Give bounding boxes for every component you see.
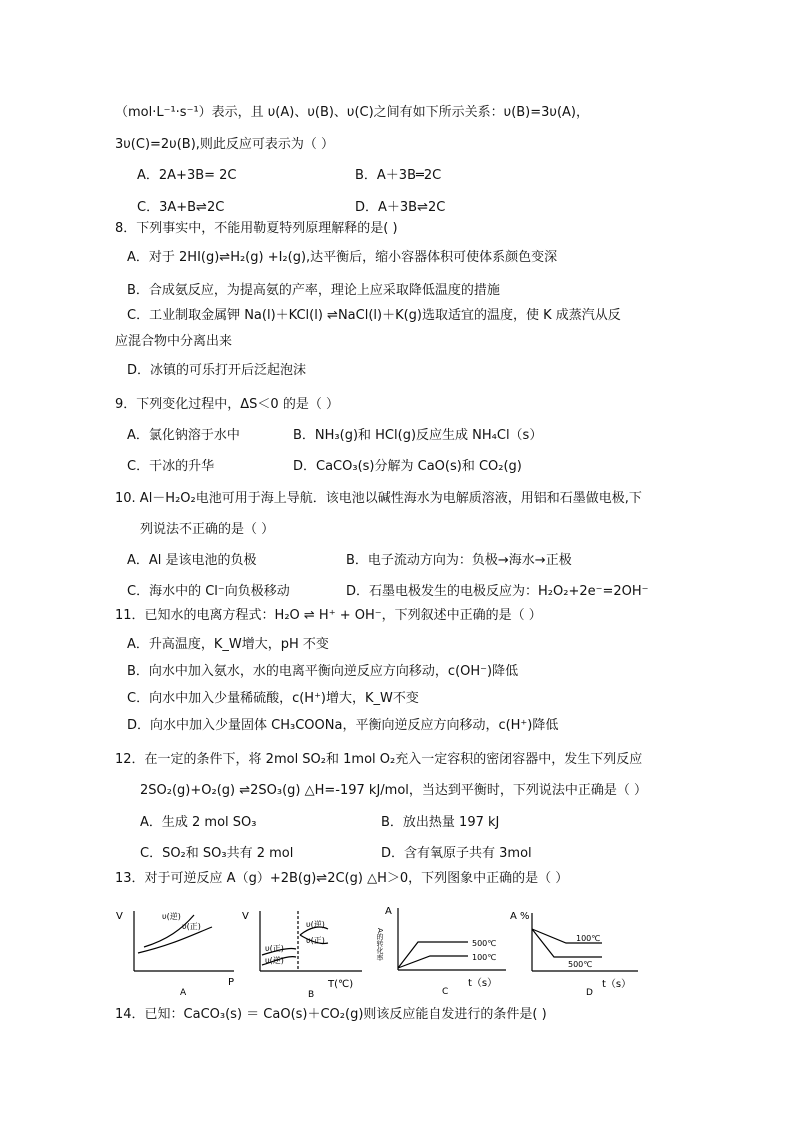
q9-option-c: C．干冰的升华 <box>127 459 215 474</box>
q9-option-d: D．CaCO₃(s)分解为 CaO(s)和 CO₂(g) <box>293 459 522 474</box>
graph-c-xlabel: t（s） <box>468 978 498 989</box>
graph-a <box>112 905 242 1000</box>
graph-d-temp-100: 100℃ <box>576 934 601 943</box>
q8-option-c-line2: 应混合物中分离出来 <box>115 334 233 349</box>
q7-option-b: B．A＋3B═2C <box>355 168 442 183</box>
q9-option-a: A．氯化钠溶于水中 <box>127 428 240 443</box>
graph-c-ylabel-top: A <box>385 906 392 917</box>
graph-a-ylabel: V <box>116 911 123 922</box>
q10-option-a: A．Al 是该电池的负极 <box>127 553 257 568</box>
q11-option-a: A．升高温度，K_W增大，pH 不变 <box>127 637 329 652</box>
q10-option-c: C．海水中的 Cl⁻向负极移动 <box>127 584 290 599</box>
graph-b-label-4: υ(逆) <box>265 956 284 965</box>
graph-b-label-2: υ(正) <box>306 936 325 945</box>
q10-stem-line2: 列说法不正确的是（ ） <box>140 522 275 537</box>
q7-option-d: D．A＋3B⇌2C <box>355 200 446 215</box>
q10-option-d: D．石墨电极发生的电极反应为：H₂O₂+2e⁻=2OH⁻ <box>346 584 649 599</box>
graph-c <box>378 900 508 1000</box>
graph-d-ylabel: A % <box>510 911 530 922</box>
q12-stem-line1: 12．在一定的条件下，将 2mol SO₂和 1mol O₂充入一定容积的密闭容器中，发生下列反应 <box>115 752 643 767</box>
q12-option-d: D．含有氧原子共有 3mol <box>381 846 532 861</box>
q7-line2: 3υ(C)=2υ(B),则此反应可表示为（ ） <box>115 137 335 152</box>
graph-c-caption: C <box>442 987 449 997</box>
graph-c-temp-100: 100℃ <box>472 953 497 962</box>
graph-a-xlabel: P <box>228 977 235 988</box>
q8-option-b: B．合成氨反应，为提高氨的产率，理论上应采取降低温度的措施 <box>127 283 500 298</box>
q13-stem: 13．对于可逆反应 A（g）+2B(g)⇌2C(g) △H＞0，下列图象中正确的是（ ） <box>115 871 569 886</box>
q8-option-d: D．冰镇的可乐打开后泛起泡沫 <box>127 363 307 378</box>
q8-option-c-line1: C．工业制取金属钾 Na(l)＋KCl(l) ⇌NaCl(l)＋K(g)选取适宜的温度，使 K 成蒸汽从反 <box>127 308 621 323</box>
graph-b-label-3: υ(正) <box>265 944 284 953</box>
graph-a-curve-forward <box>138 927 212 953</box>
q8-stem: 8．下列事实中，不能用勒夏特列原理解释的是( ) <box>115 221 398 236</box>
graph-a-caption: A <box>180 988 187 998</box>
q7-option-c: C．3A+B⇌2C <box>137 200 225 215</box>
graph-d-temp-500: 500℃ <box>568 960 593 969</box>
q11-option-d: D．向水中加入少量固体 CH₃COONa，平衡向逆反应方向移动，c(H⁺)降低 <box>127 718 559 733</box>
q10-stem-line1: 10. Al－H₂O₂电池可用于海上导航．该电池以碱性海水为电解质溶液，用铝和石墨做电极,下 <box>115 491 642 506</box>
q12-option-c: C．SO₂和 SO₃共有 2 mol <box>140 846 294 861</box>
q12-option-a: A．生成 2 mol SO₃ <box>140 815 257 830</box>
q11-option-b: B．向水中加入氨水，水的电离平衡向逆反应方向移动，c(OH⁻)降低 <box>127 664 519 679</box>
graph-d <box>510 905 640 1000</box>
q14-stem: 14．已知：CaCO₃(s) ＝ CaO(s)＋CO₂(g)则该反应能自发进行的条件是( ) <box>115 1007 547 1022</box>
graph-c-ylabel: A的转化率 <box>376 928 384 961</box>
graph-a-curve2-label: υ(正) <box>182 922 201 931</box>
q7-line1: （mol·L⁻¹·s⁻¹）表示，且 υ(A)、υ(B)、υ(C)之间有如下所示关系：υ(B)=3υ(A)， <box>115 105 589 120</box>
graph-c-curve-100 <box>398 956 468 968</box>
q12-stem-line2: 2SO₂(g)+O₂(g) ⇌2SO₃(g) △H=-197 kJ/mol，当达到平衡时，下列说法中正确是（ ） <box>140 783 648 798</box>
q11-option-c: C．向水中加入少量稀硫酸，c(H⁺)增大，K_W不变 <box>127 691 419 706</box>
graph-b-caption: B <box>308 990 315 1000</box>
q7-option-a: A．2A+3B= 2C <box>137 168 237 183</box>
graph-d-caption: D <box>586 988 593 998</box>
q9-option-b: B．NH₃(g)和 HCl(g)反应生成 NH₄Cl（s） <box>293 428 543 443</box>
q10-option-b: B．电子流动方向为：负极→海水→正极 <box>346 553 572 568</box>
graph-b <box>240 905 370 1000</box>
q12-option-b: B．放出热量 197 kJ <box>381 815 500 830</box>
graph-a-curve1-label: υ(逆) <box>162 912 181 921</box>
q8-option-a: A．对于 2HI(g)⇌H₂(g) +I₂(g),达平衡后，缩小容器体积可使体系颜色变深 <box>127 250 558 265</box>
graph-b-label-1: υ(逆) <box>306 920 325 929</box>
graph-d-xlabel: t（s） <box>602 979 632 990</box>
q11-stem: 11．已知水的电离方程式：H₂O ⇌ H⁺ + OH⁻，下列叙述中正确的是（ ） <box>115 608 542 623</box>
graph-b-xlabel: T(℃) <box>328 979 354 990</box>
q9-stem: 9．下列变化过程中，ΔS＜0 的是（ ） <box>115 397 339 412</box>
graph-b-ylabel: V <box>242 911 249 922</box>
graph-c-temp-500: 500℃ <box>472 939 497 948</box>
